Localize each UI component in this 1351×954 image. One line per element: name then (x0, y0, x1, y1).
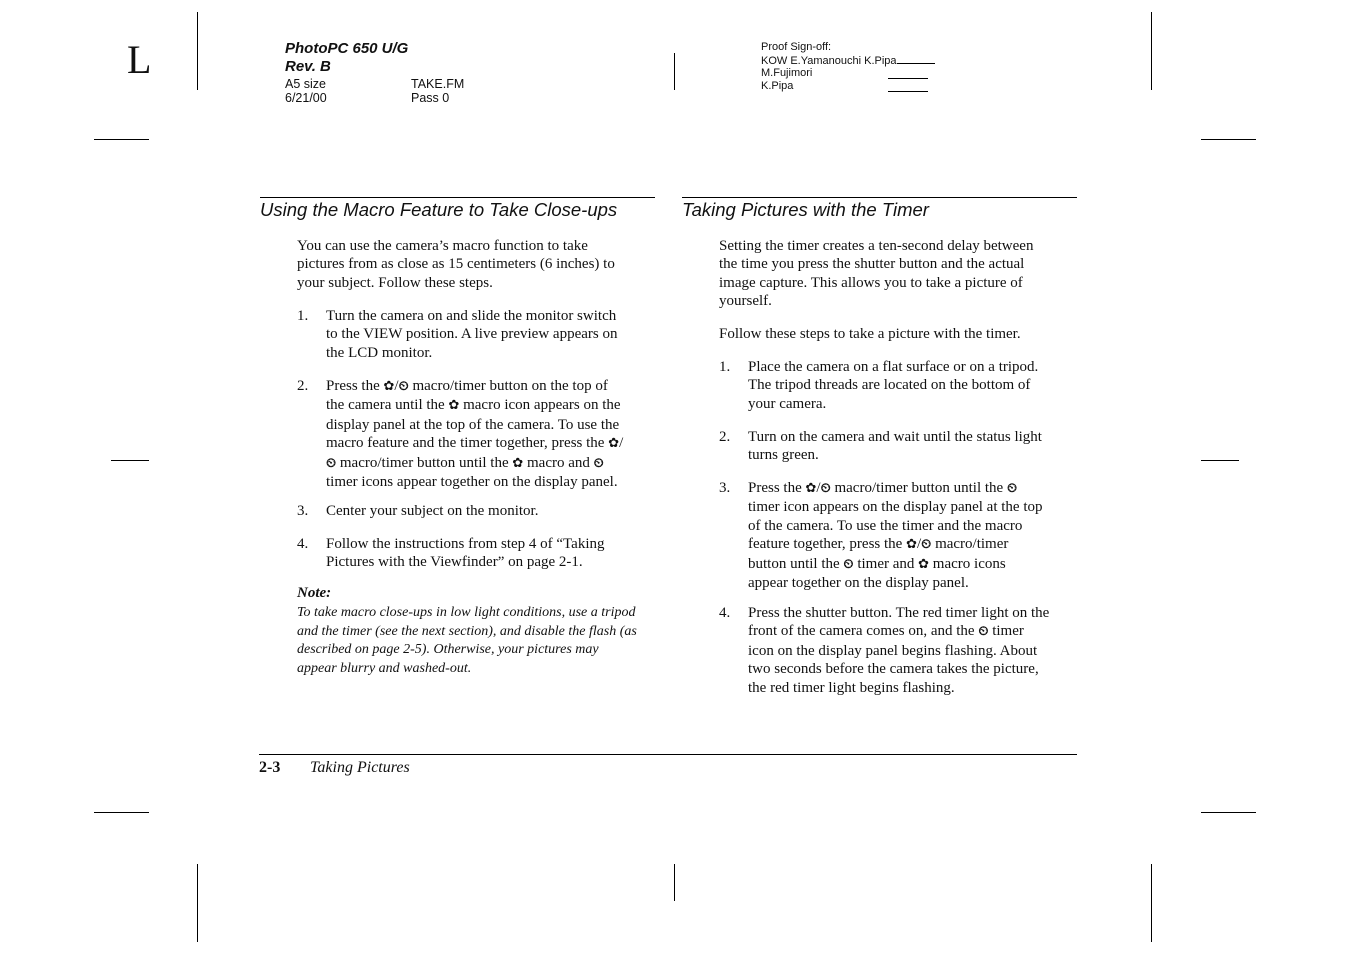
page-number: 2-3 (259, 759, 281, 776)
step-number: 4. (297, 536, 309, 552)
text-line: the LCD monitor. (326, 344, 433, 361)
step-number: 4. (719, 605, 731, 621)
text-line: pictures from as close as 15 centimeters (6 inches) to (297, 256, 615, 273)
text-line: turns green. (748, 447, 819, 464)
document-date: 6/21/00 (285, 91, 327, 105)
intro-paragraph (719, 237, 1033, 311)
step-number: 1. (719, 359, 731, 375)
flower-icon: ✿ (805, 481, 817, 496)
text-line: icon on the display panel begins flashing. About (748, 642, 1038, 659)
crop-mark (197, 864, 198, 942)
text-line: the time you press the shutter button and the actual (719, 256, 1025, 273)
text: macro feature and the timer together, press the (326, 435, 605, 452)
file-name: TAKE.FM (411, 77, 465, 91)
text: Press the (326, 378, 380, 394)
text: macro/timer button until the (834, 480, 1004, 496)
text-line: Follow the instructions from step 4 of “Taking (326, 536, 605, 552)
text-line: display panel at the top of the camera. To use the (326, 416, 620, 433)
crop-mark (1151, 12, 1152, 90)
document-title: PhotoPC 650 U/G (285, 40, 409, 57)
text-line: To take macro close-ups in low light conditions, use a tripod (297, 605, 636, 620)
text: macro/timer button until the (339, 454, 509, 471)
flower-icon: ✿ (918, 556, 930, 572)
text: timer and (857, 555, 915, 572)
footer-rule (259, 754, 1077, 755)
paper-size: A5 size (285, 77, 326, 91)
proof-signoff-name: M.Fujimori (761, 67, 813, 79)
text-line: appear together on the display panel. (748, 575, 969, 592)
timer-icon: ⏲ (843, 556, 854, 572)
timer-icon: ⏲ (921, 537, 932, 553)
section-rule (682, 197, 1077, 198)
section-heading: Taking Pictures with the Timer (682, 199, 929, 220)
text-line: The tripod threads are located on the bottom of (748, 377, 1031, 394)
crop-mark (111, 460, 149, 461)
text-line: Press the shutter button. The red timer light on the (748, 605, 1050, 621)
signature-line (897, 54, 935, 64)
section-rule (260, 197, 655, 198)
step-number: 2. (719, 429, 731, 445)
text-line: timer icons appear together on the display panel. (326, 474, 618, 491)
text-line: yourself. (719, 293, 772, 310)
crop-mark (1201, 460, 1239, 461)
note-heading: Note: (297, 585, 332, 601)
signature-line (888, 91, 928, 92)
flower-icon: ✿ (383, 379, 395, 394)
step-number: 3. (719, 480, 731, 496)
proof-signoff-title: Proof Sign-off: (761, 41, 832, 53)
text-line: Turn the camera on and slide the monitor switch (326, 308, 617, 324)
crop-mark (674, 864, 675, 901)
crop-mark (197, 12, 198, 90)
timer-icon: ⏲ (978, 624, 989, 640)
text-line: Setting the timer creates a ten-second delay between (719, 238, 1034, 254)
flower-icon: ✿ (906, 537, 917, 553)
text-line: Place the camera on a flat surface or on a tripod. (748, 359, 1039, 375)
crop-mark (94, 139, 149, 140)
text: front of the camera comes on, and the (748, 623, 975, 640)
text-line: described on page 2-5). Otherwise, your pictures may (297, 642, 599, 658)
crop-mark (1151, 864, 1152, 942)
text-line: and the timer (see the next section), and disable the flash (as (297, 623, 637, 639)
text: timer (992, 623, 1024, 640)
step-number: 1. (297, 308, 309, 324)
text-line: the red timer light begins flashing. (748, 679, 955, 696)
text-line: of the camera. To use the timer and the macro (748, 517, 1023, 534)
text: macro/timer button on the top of (412, 378, 608, 394)
document-revision: Rev. B (285, 58, 331, 75)
flower-icon: ✿ (448, 398, 460, 414)
text: macro/timer (935, 536, 1009, 553)
text-line: two seconds before the camera takes the picture, (748, 661, 1039, 678)
text: the camera until the (326, 397, 445, 414)
section-heading: Using the Macro Feature to Take Close-ups (260, 199, 618, 220)
text-line: your subject. Follow these steps. (297, 274, 493, 291)
text-line: your camera. (748, 395, 827, 412)
flower-icon: ✿ (512, 455, 524, 471)
text-line: timer icon appears on the display panel at the top (748, 499, 1043, 516)
text-line: to the VIEW position. A live preview appears on (326, 326, 618, 343)
timer-icon: ⏲ (326, 455, 337, 471)
signature-line (888, 78, 928, 79)
step-number: 3. (297, 503, 309, 519)
text-line: Turn on the camera and wait until the status light (748, 429, 1042, 445)
text-line: image capture. This allows you to take a picture of (719, 274, 1023, 291)
instruction-paragraph: Follow these steps to take a picture with the timer. (719, 326, 1021, 342)
text-line: Pictures with the Viewfinder” on page 2-1. (326, 554, 583, 571)
step-number: 2. (297, 378, 309, 394)
corner-mark: L (127, 37, 152, 82)
text: feature together, press the (748, 536, 903, 553)
text-line: appear blurry and washed-out. (297, 660, 472, 676)
flower-icon: ✿ (608, 436, 620, 452)
text: macro icon appears on the (463, 397, 621, 414)
crop-mark (674, 53, 675, 90)
text: macro icons (932, 555, 1006, 572)
chapter-title: Taking Pictures (310, 759, 410, 776)
text-line: Center your subject on the monitor. (326, 503, 539, 519)
text-line: You can use the camera’s macro function to take (297, 238, 588, 254)
crop-mark (1201, 139, 1256, 140)
text: macro and (527, 454, 590, 471)
text: Press the (748, 480, 802, 496)
note-body (297, 604, 637, 678)
timer-icon: ⏲ (593, 455, 604, 471)
pass-number: Pass 0 (411, 91, 450, 105)
proof-signoff-line (761, 54, 935, 68)
proof-signoff-name: K.Pipa (761, 80, 794, 92)
crop-mark (94, 812, 149, 813)
text: button until the (748, 555, 840, 572)
timer-icon: ⏲ (398, 379, 409, 394)
crop-mark (1201, 812, 1256, 813)
intro-paragraph (297, 237, 615, 292)
proof-signoff-name: KOW E.Yamanouchi K.Pipa (761, 55, 897, 67)
timer-icon: ⏲ (820, 481, 831, 496)
timer-icon: ⏲ (1006, 481, 1018, 496)
